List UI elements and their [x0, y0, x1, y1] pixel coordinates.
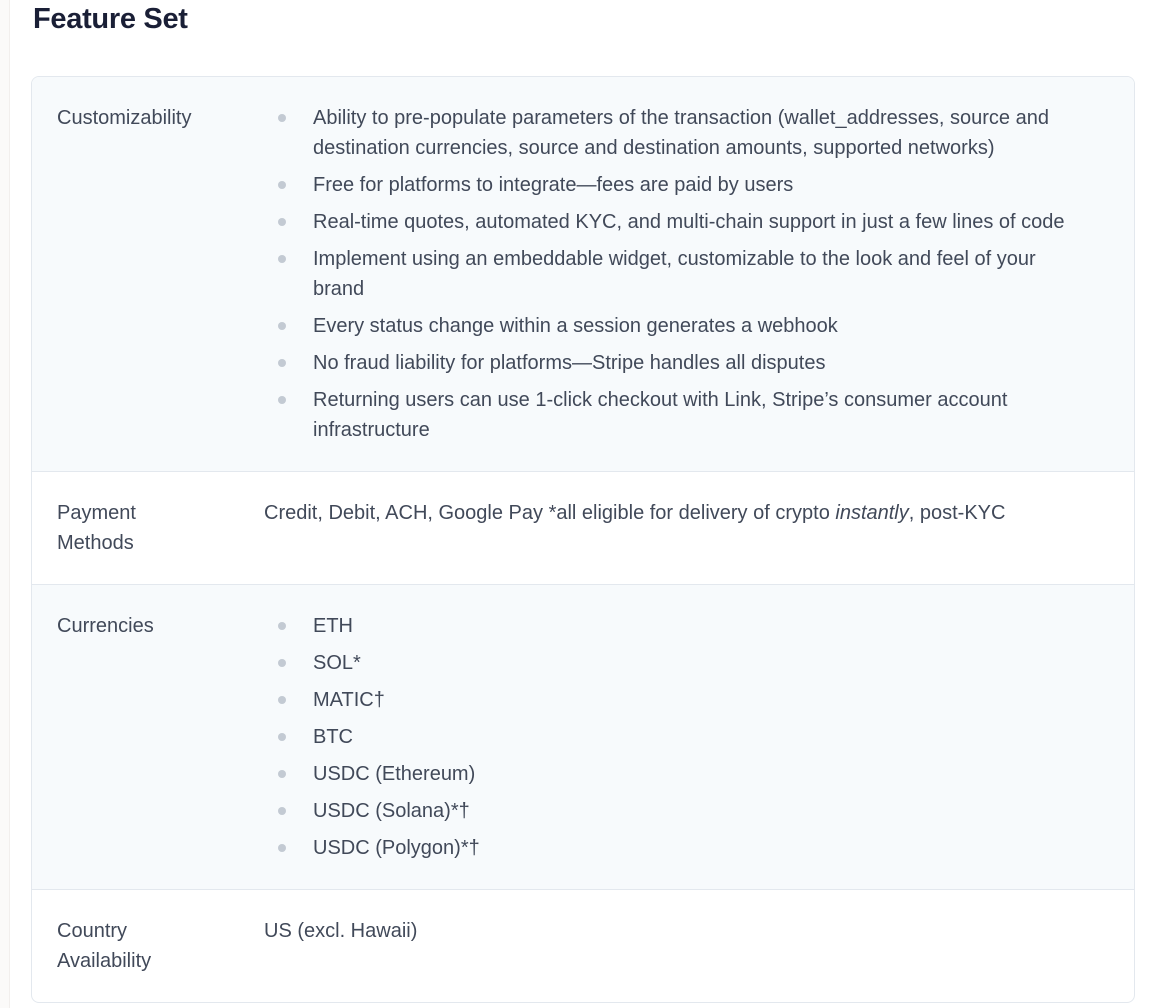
row-text-part: , post-KYC	[908, 502, 1006, 524]
list-item: Real-time quotes, automated KYC, and multi-chain support in just a few lines of code	[313, 207, 1074, 237]
list-item: No fraud liability for platforms—Stripe handles all disputes	[313, 348, 1074, 378]
row-value	[264, 77, 1134, 471]
list-item: Free for platforms to integrate—fees are paid by users	[313, 170, 1074, 200]
list-item: SOL*	[313, 648, 1074, 678]
row-text-part: US (excl. Hawaii)	[264, 920, 418, 942]
feature-table	[31, 76, 1135, 1003]
row-label: Payment Methods	[57, 502, 136, 554]
list-item: Implement using an embeddable widget, customizable to the look and feel of your brand	[313, 244, 1074, 304]
row-text	[264, 498, 1074, 528]
list-item: USDC (Ethereum)	[313, 759, 1074, 789]
list-item: Ability to pre-populate parameters of the transaction (wallet_addresses, source and destination currencies, source and destination amounts, supported networks)	[313, 103, 1074, 163]
bullet-list	[264, 103, 1074, 445]
list-item: BTC	[313, 722, 1074, 752]
list-item: Every status change within a session generates a webhook	[313, 311, 1074, 341]
table-row	[32, 471, 1134, 584]
table-row	[32, 584, 1134, 889]
row-text-part: Credit, Debit, ACH, Google Pay *all eligible for delivery of crypto	[264, 502, 836, 524]
list-item: ETH	[313, 611, 1074, 641]
page-title: Feature Set	[33, 3, 188, 35]
list-item: USDC (Solana)*†	[313, 796, 1074, 826]
row-label: Currencies	[57, 615, 154, 637]
bullet-list	[264, 611, 1074, 863]
page-edge-strip	[0, 0, 10, 1008]
table-row	[32, 77, 1134, 471]
row-text-part: instantly	[835, 502, 909, 524]
table-row	[32, 889, 1134, 1002]
row-label: Country Availability	[57, 920, 152, 972]
row-value	[264, 890, 1134, 1002]
row-value	[264, 472, 1134, 584]
row-value	[264, 585, 1134, 889]
list-item: USDC (Polygon)*†	[313, 833, 1074, 863]
row-text	[264, 916, 1074, 946]
row-label: Customizability	[57, 107, 192, 129]
list-item: MATIC†	[313, 685, 1074, 715]
list-item: Returning users can use 1-click checkout with Link, Stripe’s consumer account infrastructure	[313, 385, 1074, 445]
